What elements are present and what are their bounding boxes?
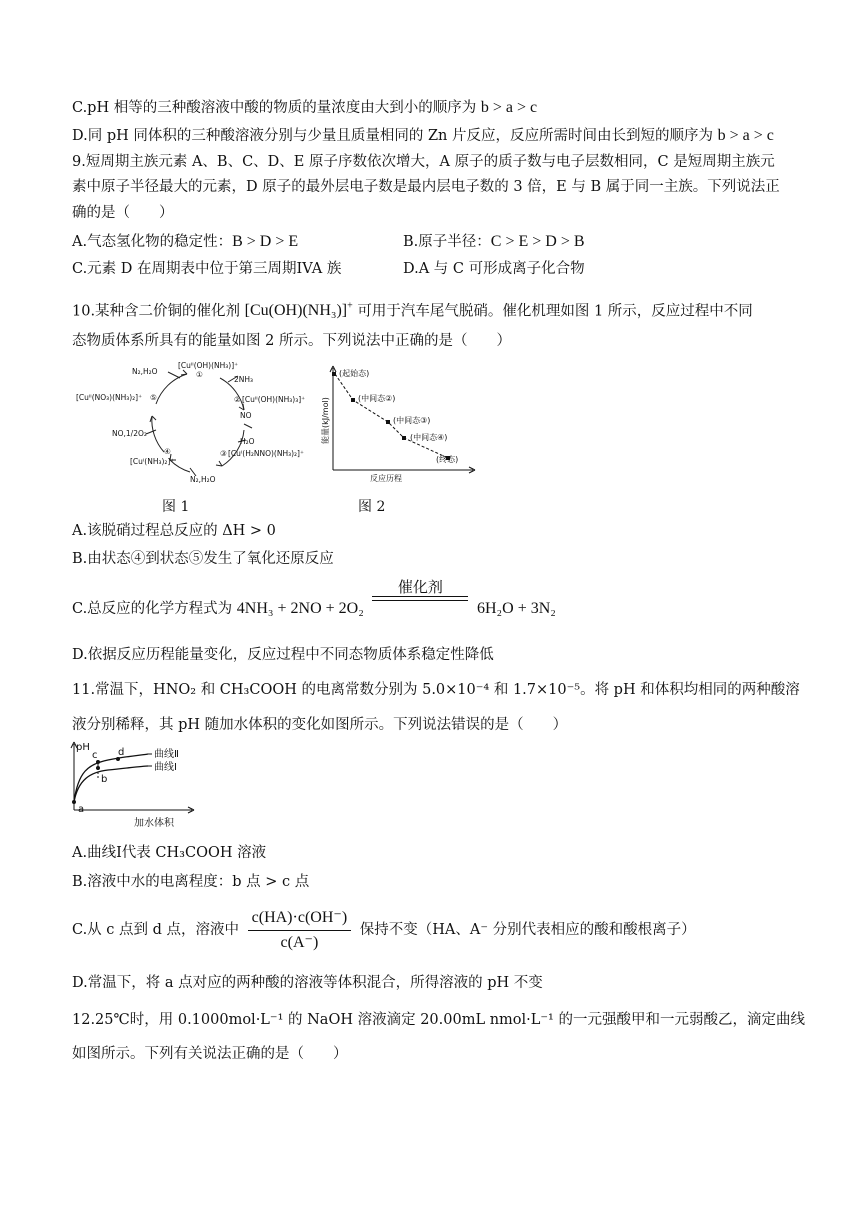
q10-catalyst-formula: [Cu(OH)(NH₃)]+ <box>244 301 353 320</box>
q11-option-a: A.曲线Ⅰ代表 CH₃COOH 溶液 <box>72 845 267 861</box>
q9-stem-line2: 素中原子半径最大的元素，D 原子的最外层电子数是最内层电子数的 3 倍，E 与 B 属于同一主族。下列说法正 <box>72 179 780 195</box>
q11-ylabel: pH <box>76 742 90 753</box>
q10-option-c: C.总反应的化学方程式为 4NH₃ + 2NO + 2O₂ 催化剂 6H₂O + 3N₂ <box>72 578 556 617</box>
fig1-output-n2h2o-top: N₂,H₂O <box>132 367 158 376</box>
fig2-xlabel: 反应历程 <box>370 474 402 483</box>
q11-xlabel: 加水体积 <box>134 818 174 829</box>
q10-figure-2-energy-profile <box>318 364 478 484</box>
q11-fraction: $\frac{c(HA)\cdot c(OH^-)}{c(A^-)}$ <box>248 908 352 953</box>
q11-label-c: c <box>92 750 98 761</box>
fig1-state-4: [Cuᴵ(NH₃)₂]⁺ <box>130 457 175 466</box>
fig1-input-no-o2: NO,1/2O₂ <box>112 429 147 438</box>
q8-option-c-math: b > a > c <box>480 99 538 116</box>
q10-option-d: D.依据反应历程能量变化，反应过程中不同态物质体系稳定性降低 <box>72 647 494 663</box>
fig1-num-3: ③ <box>220 449 227 458</box>
q11-label-d: d <box>118 747 125 758</box>
q11-curve-2-label: 曲线Ⅱ <box>154 749 179 760</box>
fig1-num-2: ② <box>234 395 241 404</box>
q12-stem-line2: 如图所示。下列有关说法正确的是（ ） <box>72 1046 348 1062</box>
q11-label-b: b <box>101 774 108 785</box>
fig1-state-2: [Cuᴵᴵ(OH)(NH₃)₃]⁺ <box>242 395 306 404</box>
q10-option-a: A.该脱硝过程总反应的 ΔH > 0 <box>72 523 276 539</box>
fig1-caption: 图 1 <box>162 499 190 515</box>
q9-option-b: B.原子半径：C > E > D > B <box>403 233 585 250</box>
q11-label-a: a <box>78 804 85 815</box>
fig1-state-1: [Cuᴵᴵ(OH)(NH₃)]⁺ <box>178 361 239 370</box>
q11-point-b <box>96 766 100 770</box>
q8-option-d-math: b > a > c <box>717 127 774 144</box>
fig2-point-start <box>332 372 336 376</box>
q10-figure-1-catalytic-cycle <box>72 360 322 485</box>
q11-stem-line1: 11.常温下，HNO₂ 和 CH₃COOH 的电离常数分别为 5.0×10⁻⁴ 和 1.7×10⁻⁵。将 pH 和体积均相同的两种酸溶 <box>72 682 800 698</box>
fig2-point-2 <box>351 398 355 402</box>
q11-option-d: D.常温下，将 a 点对应的两种酸的溶液等体积混合，所得溶液的 pH 不变 <box>72 975 543 991</box>
fig1-input-2nh3: 2NH₃ <box>234 375 254 384</box>
fig2-label-4: (中间态④) <box>410 433 448 442</box>
fig2-ylabel: 能量(kJ/mol) <box>321 397 330 444</box>
fig1-state-5: [Cuᴵᴵ(NO₃)(NH₃)₂]⁺ <box>76 393 143 402</box>
fig2-label-2: (中间态②) <box>358 394 396 403</box>
fig1-output-n2h2o-bottom: N₂,H₂O <box>190 475 216 484</box>
q8-option-c: C.pH 相等的三种酸溶液中酸的物质的量浓度由大到小的顺序为 b > a > c <box>72 99 538 116</box>
fig2-label-3: (中间态③) <box>393 416 431 425</box>
q8-option-d: D.同 pH 同体积的三种酸溶液分别与少量且质量相同的 Zn 片反应，反应所需时间由长到短的顺序为 b > a > c <box>72 127 774 144</box>
fig1-num-4: ④ <box>164 447 171 456</box>
q9-stem-line1: 9.短周期主族元素 A、B、C、D、E 原子序数依次增大，A 原子的质子数与电子层数相同，C 是短周期主族元 <box>72 154 775 170</box>
fig2-point-3 <box>386 420 390 424</box>
fig1-state-3: [Cuᴵ(H₂NNO)(NH₃)₂]⁺ <box>228 449 304 458</box>
q9-option-d: D.A 与 C 可形成离子化合物 <box>403 261 585 277</box>
fig1-num-1: ① <box>196 370 203 379</box>
q11-curve-1-label: 曲线Ⅰ <box>154 762 177 773</box>
q11-stem-line2: 液分别稀释，其 pH 随加水体积的变化如图所示。下列说法错误的是（ ） <box>72 717 568 733</box>
q11-option-b: B.溶液中水的电离程度：b 点 > c 点 <box>72 874 310 890</box>
q10-stem-line2: 态物质体系所具有的能量如图 2 所示。下列说法中正确的是（ ） <box>72 333 511 349</box>
q10-stem-line1: 10.某种含二价铜的催化剂 [Cu(OH)(NH₃)]+ 可用于汽车尾气脱硝。催化机理如图 1 所示，反应过程中不同 <box>72 301 753 320</box>
fig2-caption: 图 2 <box>358 499 386 515</box>
q11-ph-dilution-graph <box>68 740 198 830</box>
q11-option-c: C.从 c 点到 d 点，溶液中 $\frac{c(HA)\cdot c(OH^-)}{c(A^-)}$ 保持不变（HA、A⁻ 分别代表相应的酸和酸根离子） <box>72 908 696 951</box>
q9-option-c: C.元素 D 在周期表中位于第三周期IVA 族 <box>72 261 342 277</box>
q10-reaction-arrow-catalyst: 催化剂 <box>372 578 468 601</box>
fig1-num-5: ⑤ <box>150 393 157 402</box>
q12-stem-line1: 12.25℃时，用 0.1000mol·L⁻¹ 的 NaOH 溶液滴定 20.00mL nmol·L⁻¹ 的一元强酸甲和一元弱酸乙，滴定曲线 <box>72 1012 805 1028</box>
fig2-label-start: (起始态) <box>339 369 370 378</box>
q9-stem-line3: 确的是（ ） <box>72 205 174 221</box>
q9-option-a: A.气态氢化物的稳定性：B > D > E <box>72 233 299 250</box>
fig2-label-end: (终态) <box>436 455 459 464</box>
q10-option-b: B.由状态④到状态⑤发生了氧化还原反应 <box>72 551 334 567</box>
fig1-output-h2o: H₂O <box>240 437 255 446</box>
q11-point-a <box>72 800 76 804</box>
fig2-point-4 <box>402 436 406 440</box>
fig1-input-no: NO <box>240 411 252 420</box>
